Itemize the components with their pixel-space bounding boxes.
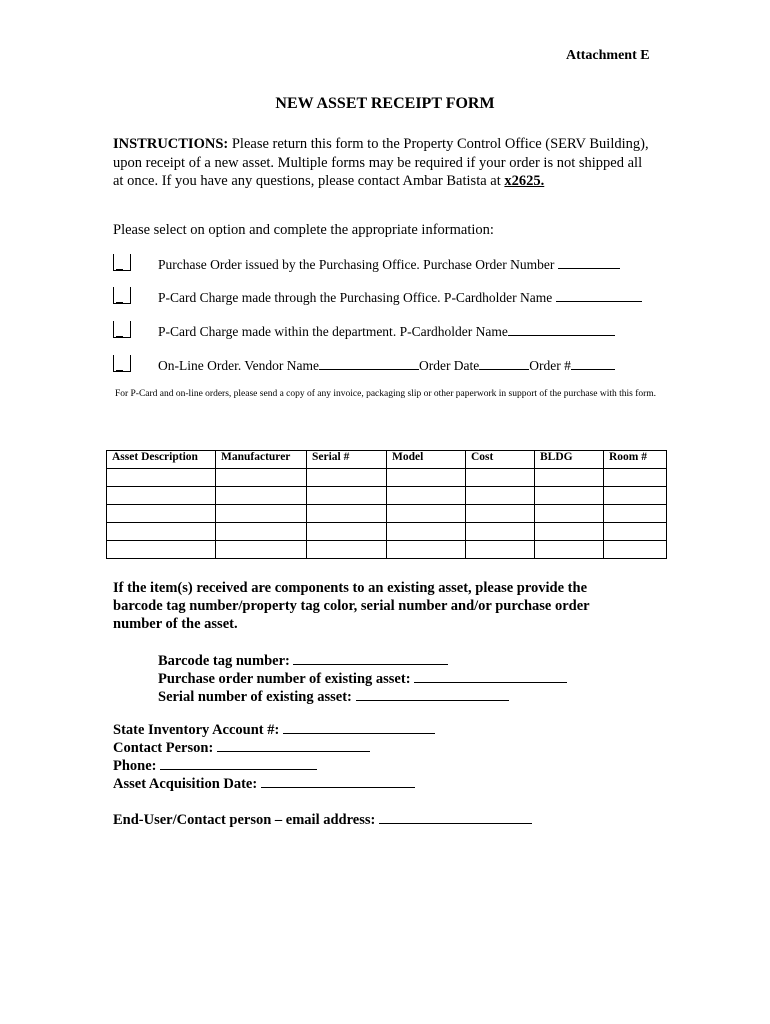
table-cell[interactable] [216, 469, 307, 487]
contact-person-field[interactable] [217, 738, 370, 752]
table-cell[interactable] [216, 541, 307, 559]
table-row [107, 469, 667, 487]
phone-label: Phone: [113, 758, 157, 774]
table-cell[interactable] [604, 541, 667, 559]
contact-person-label: Contact Person: [113, 740, 214, 756]
table-cell[interactable] [387, 469, 466, 487]
option-pcard-purchasing-checkbox[interactable] [113, 287, 131, 304]
table-cell[interactable] [307, 541, 387, 559]
table-cell[interactable] [307, 487, 387, 505]
table-cell[interactable] [387, 487, 466, 505]
option-online-order [158, 357, 615, 374]
phone-field[interactable] [160, 756, 317, 770]
table-cell[interactable] [107, 469, 216, 487]
end-user-email-row [113, 810, 532, 829]
col-model: Model [387, 451, 466, 469]
col-serial: Serial # [307, 451, 387, 469]
table-cell[interactable] [604, 469, 667, 487]
barcode-tag-field[interactable] [293, 651, 448, 665]
attachment-label: Attachment E [566, 48, 650, 63]
contact-person-row [113, 738, 370, 757]
option-purchase-order [158, 256, 620, 273]
table-cell[interactable] [466, 487, 535, 505]
order-date-label: Order Date [418, 358, 480, 373]
table-cell[interactable] [466, 469, 535, 487]
purchase-order-number-field[interactable] [558, 256, 620, 269]
table-cell[interactable] [466, 541, 535, 559]
order-number-field[interactable] [571, 357, 615, 370]
table-cell[interactable] [107, 541, 216, 559]
order-date-field[interactable] [479, 357, 529, 370]
instructions-label: INSTRUCTIONS: [113, 136, 229, 152]
table-cell[interactable] [604, 505, 667, 523]
option-pcard-purchasing-label: P-Card Charge made through the Purchasing Office. P-Cardholder Name [158, 290, 553, 305]
existing-po-field[interactable] [414, 669, 567, 683]
barcode-tag-row [158, 651, 448, 670]
option-pcard-purchasing [158, 289, 642, 306]
table-cell[interactable] [535, 541, 604, 559]
pcard-note: For P-Card and on-line orders, please send a copy of any invoice, packaging slip or other paperwork in support of the purchase with this form. [114, 389, 657, 399]
state-inventory-row [113, 720, 435, 739]
instructions [113, 135, 653, 191]
col-asset-description: Asset Description [107, 451, 216, 469]
table-cell[interactable] [466, 523, 535, 541]
table-cell[interactable] [604, 523, 667, 541]
existing-po-row [158, 669, 567, 688]
table-cell[interactable] [307, 505, 387, 523]
vendor-name-field[interactable] [319, 357, 419, 370]
existing-serial-label: Serial number of existing asset: [158, 689, 352, 705]
asset-table [106, 450, 667, 559]
option-purchase-order-label: Purchase Order issued by the Purchasing Office. Purchase Order Number [158, 257, 555, 272]
table-cell[interactable] [107, 523, 216, 541]
table-cell[interactable] [307, 523, 387, 541]
barcode-tag-label: Barcode tag number: [158, 653, 290, 669]
acquisition-date-label: Asset Acquisition Date: [113, 776, 258, 792]
table-cell[interactable] [216, 487, 307, 505]
option-online-order-checkbox[interactable] [113, 355, 131, 372]
table-cell[interactable] [535, 487, 604, 505]
option-purchase-order-checkbox[interactable] [113, 254, 131, 271]
table-row [107, 541, 667, 559]
table-cell[interactable] [216, 523, 307, 541]
table-cell[interactable] [107, 487, 216, 505]
existing-po-label: Purchase order number of existing asset: [158, 671, 411, 687]
form-title: NEW ASSET RECEIPT FORM [275, 95, 495, 112]
option-pcard-department [158, 323, 615, 340]
table-cell[interactable] [535, 523, 604, 541]
table-cell[interactable] [604, 487, 667, 505]
phone-row [113, 756, 317, 775]
table-cell[interactable] [387, 541, 466, 559]
contact-extension: x2625. [504, 173, 545, 189]
acquisition-date-field[interactable] [261, 774, 415, 788]
department-pcardholder-name-field[interactable] [508, 323, 615, 336]
end-user-email-field[interactable] [379, 810, 532, 824]
option-pcard-department-label: P-Card Charge made within the department. P-Cardholder Name [158, 324, 508, 339]
asset-table-header [107, 451, 667, 469]
table-cell[interactable] [387, 505, 466, 523]
col-cost: Cost [466, 451, 535, 469]
option-pcard-department-checkbox[interactable] [113, 321, 131, 338]
existing-serial-field[interactable] [356, 687, 509, 701]
instructions-text: Please return this form to the Property Control Office (SERV Building), upon receipt of a new asset. Multiple forms may be required if your order is not shipped all at once. If you have any questions, please contact Ambar Batista at [113, 136, 649, 189]
col-manufacturer: Manufacturer [216, 451, 307, 469]
vendor-name-label: On-Line Order. Vendor Name [158, 358, 319, 373]
table-cell[interactable] [466, 505, 535, 523]
table-row [107, 505, 667, 523]
state-inventory-label: State Inventory Account #: [113, 722, 280, 738]
table-row [107, 523, 667, 541]
select-prompt: Please select on option and complete the appropriate information: [113, 222, 494, 238]
existing-serial-row [158, 687, 509, 706]
components-instructions: If the item(s) received are components to an existing asset, please provide the barcode tag number/property tag color, serial number and/or purchase order number of the asset. [113, 580, 590, 632]
order-number-label: Order # [529, 358, 571, 373]
table-cell[interactable] [535, 505, 604, 523]
table-cell[interactable] [307, 469, 387, 487]
table-cell[interactable] [535, 469, 604, 487]
end-user-email-label: End-User/Contact person – email address: [113, 812, 376, 828]
col-room: Room # [604, 451, 667, 469]
acquisition-date-row [113, 774, 415, 793]
pcardholder-name-field[interactable] [556, 289, 642, 302]
state-inventory-field[interactable] [283, 720, 435, 734]
table-row [107, 487, 667, 505]
table-cell[interactable] [387, 523, 466, 541]
table-cell[interactable] [107, 505, 216, 523]
col-bldg: BLDG [535, 451, 604, 469]
table-cell[interactable] [216, 505, 307, 523]
